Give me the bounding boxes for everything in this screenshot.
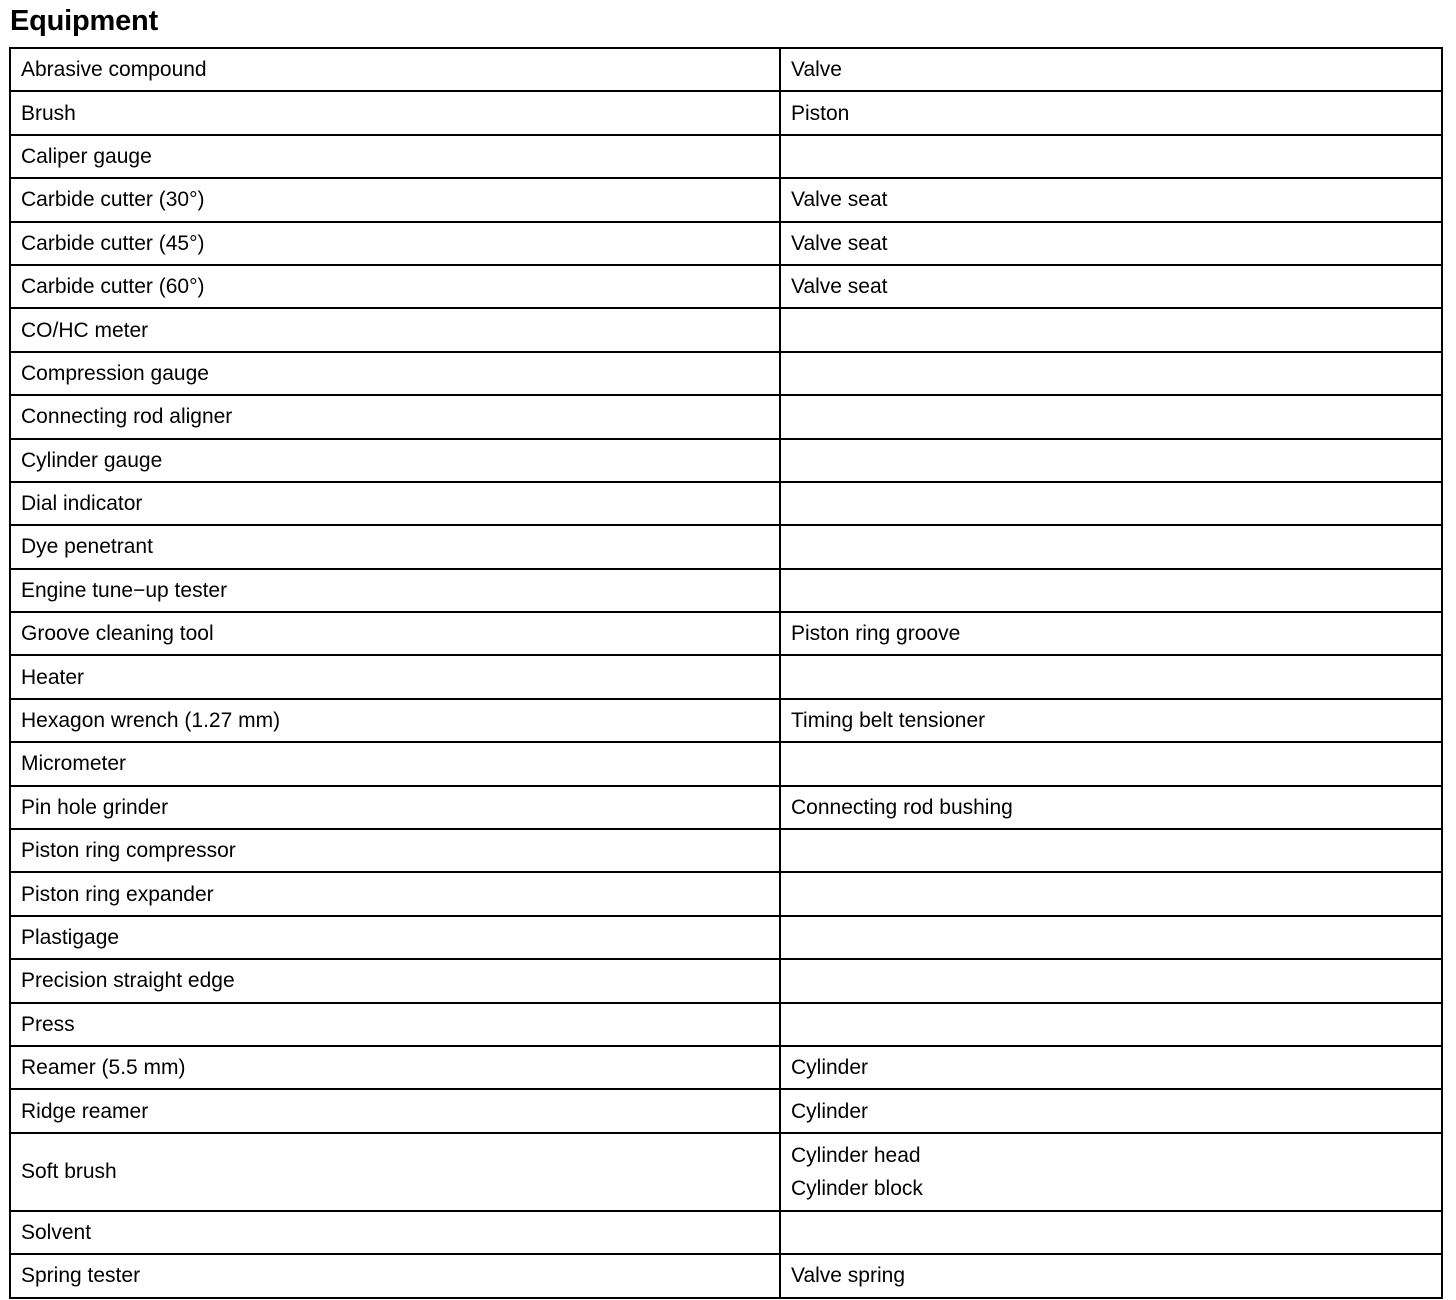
table-row: [10, 1046, 1442, 1089]
table-row: [10, 699, 1442, 742]
tool-use-cell: [780, 482, 1442, 525]
equipment-table-body: [10, 48, 1442, 1298]
tool-use-item: Valve seat: [791, 231, 888, 255]
tool-name-cell: Caliper gauge: [10, 135, 780, 178]
tool-name-cell: Carbide cutter (30°): [10, 178, 780, 221]
tool-use-cell: [780, 699, 1442, 742]
tool-name-cell: Hexagon wrench (1.27 mm): [10, 699, 780, 742]
tool-use-cell: [780, 1133, 1442, 1211]
tool-name-cell: Micrometer: [10, 742, 780, 785]
tool-use-cell: [780, 1046, 1442, 1089]
tool-use-cell: [780, 178, 1442, 221]
tool-name-cell: Cylinder gauge: [10, 439, 780, 482]
tool-use-cell: [780, 352, 1442, 395]
tool-use-cell: [780, 569, 1442, 612]
table-row: [10, 352, 1442, 395]
table-row: [10, 178, 1442, 221]
tool-name-cell: Piston ring compressor: [10, 829, 780, 872]
table-row: [10, 222, 1442, 265]
table-row: [10, 612, 1442, 655]
tool-use-cell: [780, 786, 1442, 829]
tool-name-cell: Carbide cutter (60°): [10, 265, 780, 308]
tool-use-item: Timing belt tensioner: [791, 709, 986, 733]
table-row: [10, 829, 1442, 872]
tool-use-cell: [780, 612, 1442, 655]
tool-name-cell: Heater: [10, 655, 780, 698]
table-row: [10, 742, 1442, 785]
table-row: [10, 959, 1442, 1002]
tool-use-item: Cylinder: [791, 1099, 869, 1123]
tool-name-cell: Plastigage: [10, 916, 780, 959]
table-row: [10, 525, 1442, 568]
tool-use-item: Piston: [791, 101, 850, 125]
tool-use-cell: [780, 222, 1442, 265]
tool-use-cell: [780, 1211, 1442, 1254]
tool-use-cell: [780, 135, 1442, 178]
page-title: Equipment: [10, 5, 159, 37]
tool-name-cell: Carbide cutter (45°): [10, 222, 780, 265]
table-row: [10, 308, 1442, 351]
table-row: [10, 48, 1442, 91]
tool-use-cell: [780, 1003, 1442, 1046]
tool-name-cell: Ridge reamer: [10, 1089, 780, 1132]
tool-name-cell: Connecting rod aligner: [10, 395, 780, 438]
tool-name-cell: Dye penetrant: [10, 525, 780, 568]
tool-name-cell: Groove cleaning tool: [10, 612, 780, 655]
table-row: [10, 265, 1442, 308]
tool-use-cell: [780, 1089, 1442, 1132]
tool-use-cell: [780, 959, 1442, 1002]
tool-name-cell: Solvent: [10, 1211, 780, 1254]
table-row: [10, 786, 1442, 829]
equipment-table: [9, 47, 1443, 1299]
tool-name-cell: Precision straight edge: [10, 959, 780, 1002]
table-row: [10, 569, 1442, 612]
tool-use-item: Valve seat: [791, 275, 888, 299]
tool-name-cell: Compression gauge: [10, 352, 780, 395]
tool-use-cell: [780, 872, 1442, 915]
table-row: [10, 1254, 1442, 1297]
table-row: [10, 1211, 1442, 1254]
tool-use-cell: [780, 308, 1442, 351]
tool-use-item: Cylinder: [791, 1056, 869, 1080]
tool-use-item: Valve: [791, 58, 842, 82]
tool-use-cell: [780, 48, 1442, 91]
table-row: [10, 135, 1442, 178]
tool-use-cell: [780, 1254, 1442, 1297]
tool-use-item: Cylinder head: [791, 1143, 921, 1167]
tool-use-item: Valve seat: [791, 188, 888, 212]
tool-name-cell: Reamer (5.5 mm): [10, 1046, 780, 1089]
tool-use-cell: [780, 395, 1442, 438]
tool-use-cell: [780, 439, 1442, 482]
table-row: [10, 395, 1442, 438]
tool-use-cell: [780, 655, 1442, 698]
tool-name-cell: Pin hole grinder: [10, 786, 780, 829]
tool-name-cell: Press: [10, 1003, 780, 1046]
table-row: [10, 482, 1442, 525]
tool-use-cell: [780, 91, 1442, 134]
tool-name-cell: Soft brush: [10, 1133, 780, 1211]
tool-use-cell: [780, 916, 1442, 959]
table-row: [10, 1133, 1442, 1211]
table-row: [10, 872, 1442, 915]
tool-use-item: Piston ring groove: [791, 622, 961, 646]
tool-use-item: Cylinder block: [791, 1176, 923, 1200]
tool-use-cell: [780, 829, 1442, 872]
table-row: [10, 916, 1442, 959]
tool-name-cell: Piston ring expander: [10, 872, 780, 915]
tool-name-cell: Engine tune−up tester: [10, 569, 780, 612]
table-row: [10, 91, 1442, 134]
tool-name-cell: Spring tester: [10, 1254, 780, 1297]
tool-use-item: Valve spring: [791, 1264, 906, 1288]
table-row: [10, 439, 1442, 482]
tool-use-item: Connecting rod bushing: [791, 795, 1013, 819]
table-row: [10, 655, 1442, 698]
table-row: [10, 1003, 1442, 1046]
tool-name-cell: Dial indicator: [10, 482, 780, 525]
tool-name-cell: Brush: [10, 91, 780, 134]
tool-use-cell: [780, 265, 1442, 308]
tool-use-cell: [780, 525, 1442, 568]
tool-use-cell: [780, 742, 1442, 785]
tool-name-cell: CO/HC meter: [10, 308, 780, 351]
tool-name-cell: Abrasive compound: [10, 48, 780, 91]
table-row: [10, 1089, 1442, 1132]
